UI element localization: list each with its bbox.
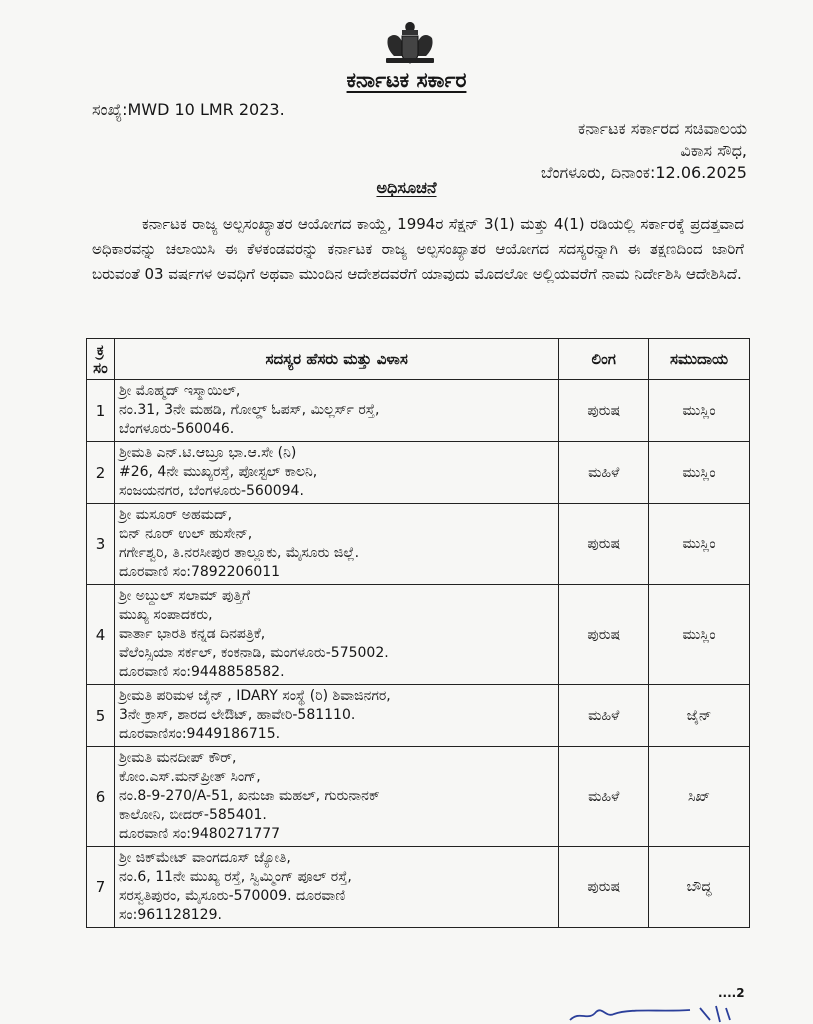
address-line: ಸಂಜಯನಗರ, ಬೆಂಗಳೂರು-560094. <box>118 483 304 499</box>
member-community: ಜೈನ್ <box>649 685 750 747</box>
address-line: ಗರ್ಗೇಶ್ವರಿ, ತಿ.ನರಸೀಪುರ ತಾಲ್ಲೂಕು, ಮೈಸೂರು ಜಿಲ್ಲೆ. <box>118 545 360 561</box>
member-address <box>114 685 558 747</box>
table-row <box>87 747 750 847</box>
address-line: ಶ್ರೀ ಅಬ್ದುಲ್ ಸಲಾಮ್ ಪುತ್ತಿಗೆ <box>118 588 251 604</box>
member-community: ಮುಸ್ಲಿಂ <box>649 442 750 504</box>
address-line: ನಂ.8-9-270/A-51, ಖನುಜಾ ಮಹಲ್, ಗುರುನಾನಕ್ <box>118 788 380 804</box>
member-gender: ಮಹಿಳೆ <box>559 747 649 847</box>
header-name-address: ಸದಸ್ಯರ ಹೆಸರು ಮತ್ತು ವಿಳಾಸ <box>114 339 558 380</box>
member-gender: ಮಹಿಳೆ <box>559 442 649 504</box>
page-continuation-marker: ....2 <box>718 986 745 1000</box>
table-row <box>87 504 750 585</box>
member-community: ಸಿಖ್ <box>649 747 750 847</box>
office-line: ಕರ್ನಾಟಕ ಸರ್ಕಾರದ ಸಚಿವಾಲಯ <box>578 119 747 138</box>
address-line: ಶ್ರೀಮತಿ ಎನ್.ಟಿ.ಆಬ್ರೂ ಭಾ.ಆ.ಸೇ (ನಿ) <box>118 445 297 461</box>
member-community: ಮುಸ್ಲಿಂ <box>649 380 750 442</box>
address-line: ಬಿನ್ ನೂರ್ ಉಲ್ ಹುಸೇನ್, <box>118 526 253 542</box>
phone-line: ದೂರವಾಣಿ ಸಂ:7892206011 <box>118 564 281 580</box>
table-row <box>87 380 750 442</box>
table-row <box>87 847 750 928</box>
table-row <box>87 442 750 504</box>
header-gender: ಲಿಂಗ <box>559 339 649 380</box>
address-line: ಶ್ರೀಮತಿ ಪರಿಮಳ ಜೈನ್ , IDARY ಸಂಸ್ಥೆ (ರಿ) ಶಿವಾಜಿನಗರ, <box>118 688 391 704</box>
table-header-row <box>87 339 750 380</box>
office-line: ವಿಕಾಸ ಸೌಧ, <box>680 141 747 160</box>
phone-line: ದೂರವಾಣಿ ಸಂ:9480271777 <box>118 826 281 842</box>
notification-body: ಕರ್ನಾಟಕ ರಾಜ್ಯ ಅಲ್ಪಸಂಖ್ಯಾತರ ಆಯೋಗದ ಕಾಯ್ದೆ, 1994ರ ಸೆಕ್ಷನ್ 3(1) ಮತ್ತು 4(1) ರಡಿಯಲ್ಲಿ ಸರ್ಕಾರಕ್ಕೆ ಪ್ರದತ್ತವಾದ ಅಧಿಕಾರವನ್ನು ಚಲಾಯಿಸಿ ಈ ಕೆಳಕಂಡವರನ್ನು ಕರ್ನಾಟಕ ರಾಜ್ಯ ಅಲ್ಪಸಂಖ್ಯಾತರ ಆಯೋಗದ ಸದಸ್ಯರನ್ನಾಗಿ ಈ ತಕ್ಷಣದಿಂದ ಜಾರಿಗೆ ಬರುವಂತೆ 03 ವರ್ಷಗಳ ಅವಧಿಗೆ ಅಥವಾ ಮುಂದಿನ ಆದೇಶದವರೆಗೆ ಯಾವುದು ಮೊದಲೋ ಅಲ್ಲಿಯವರೆಗೆ ನಾಮ ನಿರ್ದೇಶಿಸಿ ಆದೇಶಿಸಿದೆ. <box>92 215 744 283</box>
address-line: ಶ್ರೀಮತಿ ಮನದೀಪ್ ಕೌರ್, <box>118 750 237 766</box>
member-address <box>114 847 558 928</box>
member-gender: ಪುರುಷ <box>559 585 649 685</box>
address-line: ಶ್ರೀ ಜಿಕ್‌ಮೇಟ್ ವಾಂಗದೂಸ್ ಜ್ಯೋತಿ, <box>118 850 291 866</box>
address-line: ಸರಸ್ವತಿಪುರಂ, ಮೈಸೂರು-570009. ದೂರವಾಣಿ <box>118 888 346 904</box>
notification-heading: ಅಧಿಸೂಚನೆ <box>376 178 437 197</box>
address-line: ನಂ.6, 11ನೇ ಮುಖ್ಯ ರಸ್ತೆ, ಸ್ವಿಮ್ಮಿಂಗ್ ಪೂಲ್ ರಸ್ತೆ, <box>118 869 352 885</box>
members-table <box>86 338 750 928</box>
address-line: ವೆಲೆಂಸ್ಸಿಯಾ ಸರ್ಕಲ್, ಕಂಕನಾಡಿ, ಮಂಗಳೂರು-575002. <box>118 645 389 661</box>
member-community: ಮುಸ್ಲಿಂ <box>649 585 750 685</box>
member-address <box>114 504 558 585</box>
address-line: ಕೋಂ.ಎಸ್.ಮನ್‌ಪ್ರೀತ್ ಸಿಂಗ್, <box>118 769 261 785</box>
reference-number: ಸಂಖ್ಯೆ:MWD 10 LMR 2023. <box>92 100 285 119</box>
member-gender: ಪುರುಷ <box>559 847 649 928</box>
member-gender: ಪುರುಷ <box>559 380 649 442</box>
serial-number: 7 <box>87 847 115 928</box>
address-line: ನಂ.31, 3ನೇ ಮಹಡಿ, ಗೋಲ್ಡ್ ಓಪಸ್, ಮಿಲ್ಲರ್ಸ್ ರಸ್ತೆ, <box>118 402 380 418</box>
table-row <box>87 585 750 685</box>
signature-icon <box>560 1002 760 1024</box>
table-row <box>87 685 750 747</box>
member-community: ಬೌದ್ಧ <box>649 847 750 928</box>
phone-line: ದೂರವಾಣಿ ಸಂ:9448858582. <box>118 664 285 680</box>
member-community: ಮುಸ್ಲಿಂ <box>649 504 750 585</box>
address-line: #26, 4ನೇ ಮುಖ್ಯರಸ್ತೆ, ಪೋಸ್ಟಲ್ ಕಾಲನಿ, <box>118 464 318 480</box>
phone-line: ದೂರವಾಣಿಸಂ:9449186715. <box>118 726 281 742</box>
address-line: ಬೆಂಗಳೂರು-560046. <box>118 421 235 437</box>
serial-number: 5 <box>87 685 115 747</box>
serial-number: 2 <box>87 442 115 504</box>
serial-number: 4 <box>87 585 115 685</box>
member-address <box>114 585 558 685</box>
serial-number: 1 <box>87 380 115 442</box>
office-date-line: ಬೆಂಗಳೂರು, ದಿನಾಂಕ:12.06.2025 <box>540 163 747 182</box>
page-title: ಕರ್ನಾಟಕ ಸರ್ಕಾರ <box>346 68 467 92</box>
header-serial: ಕ್ರ ಸಂ <box>87 339 115 380</box>
address-line: ಮುಖ್ಯ ಸಂಪಾದಕರು, <box>118 607 213 623</box>
serial-number: 6 <box>87 747 115 847</box>
office-address <box>541 118 747 184</box>
address-line: ಶ್ರೀ ಮೊಹ್ಮದ್ ಇಸ್ಮಾಯಿಲ್, <box>118 383 241 399</box>
address-line: 3ನೇ ಕ್ರಾಸ್, ಶಾರದ ಲೇಔಟ್, ಹಾವೇರಿ-581110. <box>118 707 356 723</box>
member-address <box>114 747 558 847</box>
address-line: ಶ್ರೀ ಮಸೂರ್ ಅಹಮದ್, <box>118 507 233 523</box>
serial-number: 3 <box>87 504 115 585</box>
state-emblem-icon <box>380 18 440 66</box>
member-address <box>114 442 558 504</box>
member-address <box>114 380 558 442</box>
header-community: ಸಮುದಾಯ <box>649 339 750 380</box>
member-gender: ಪುರುಷ <box>559 504 649 585</box>
address-line: ವಾರ್ತಾ ಭಾರತಿ ಕನ್ನಡ ದಿನಪತ್ರಿಕೆ, <box>118 626 266 642</box>
address-line: ಕಾಲೋನಿ, ಬೀದರ್-585401. <box>118 807 267 823</box>
member-gender: ಮಹಿಳೆ <box>559 685 649 747</box>
phone-line: ಸಂ:961128129. <box>118 907 222 923</box>
